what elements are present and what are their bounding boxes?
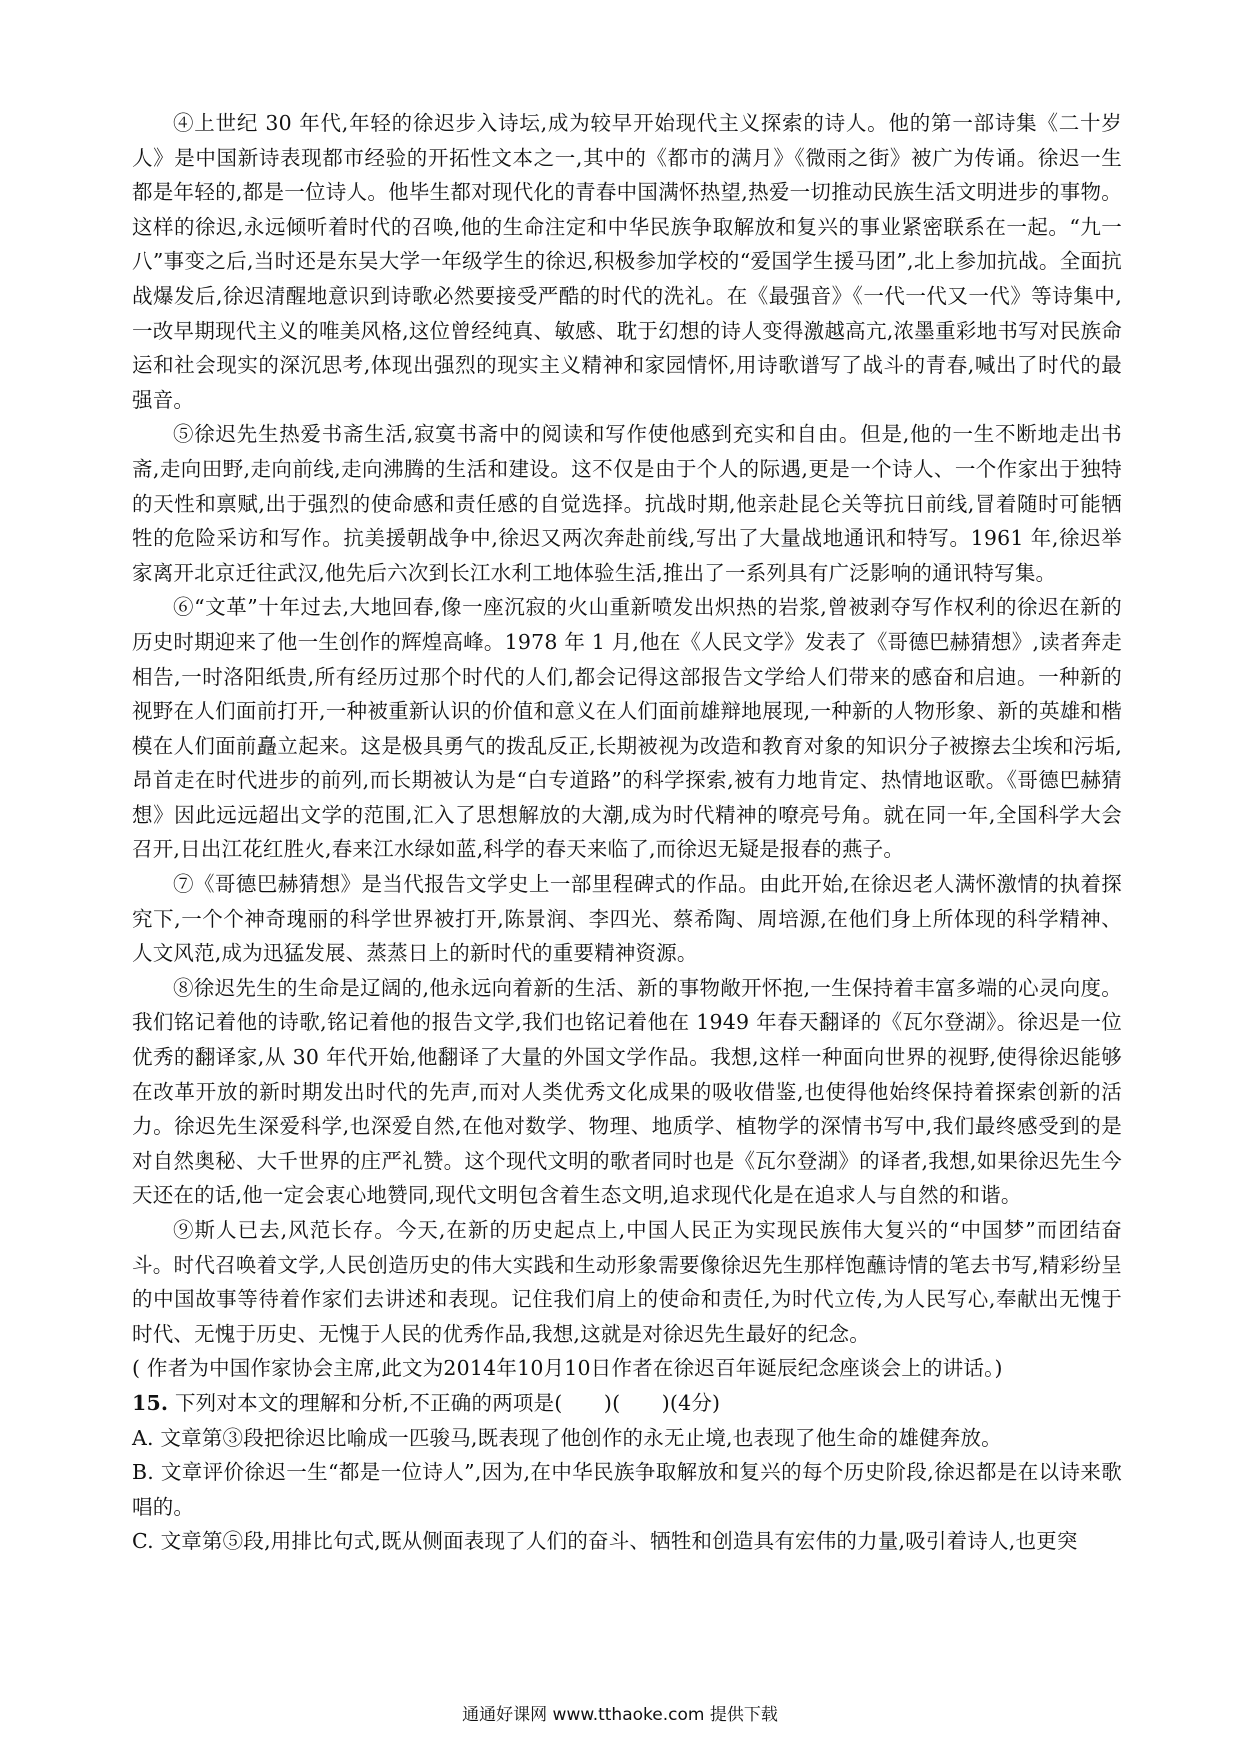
question-stem: 下列对本文的理解和分析,不正确的两项是( )( )(4分) <box>168 1390 721 1415</box>
author-note: ( 作者为中国作家协会主席,此文为2014年10月10日作者在徐迟百年诞辰纪念座谈会上的讲话。) <box>132 1356 1003 1381</box>
document-body <box>132 106 1122 1559</box>
paragraph-9: ⑨斯人已去,风范长存。今天,在新的历史起点上,中国人民正为实现民族伟大复兴的“中国梦”而团结奋斗。时代召唤着文学,人民创造历史的伟大实践和生动形象需要像徐迟先生那样饱蘸诗情的笔去书写,精彩纷呈的中国故事等待着作家们去讲述和表现。记住我们肩上的使命和责任,为时代立传,为人民写心,奉献出无愧于时代、无愧于历史、无愧于人民的优秀作品,我想,这就是对徐迟先生最好的纪念。 <box>132 1218 1122 1346</box>
paragraph-8: ⑧徐迟先生的生命是辽阔的,他永远向着新的生活、新的事物敞开怀抱,一生保持着丰富多端的心灵向度。我们铭记着他的诗歌,铭记着他的报告文学,我们也铭记着他在 1949 年春天翻译的《瓦尔登湖》。徐迟是一位优秀的翻译家,从 30 年代开始,他翻译了大量的外国文学作品。我想,这样一种面向世界的视野,使得徐迟能够在改革开放的新时期发出时代的先声,而对人类优秀文化成果的吸收借鉴,也使得他始终保持着探索创新的活力。徐迟先生深爱科学,也深爱自然,在他对数学、物理、地质学、植物学的深情书写中,我们最终感受到的是对自然奥秘、大千世界的庄严礼赞。这个现代文明的歌者同时也是《瓦尔登湖》的译者,我想,如果徐迟先生今天还在的话,他一定会衷心地赞同,现代文明包含着生态文明,追求现代化是在追求人与自然的和谐。 <box>132 975 1122 1208</box>
question-number: 15. <box>132 1390 169 1415</box>
page-footer: 通通好课网 www.tthaoke.com 提供下载 <box>462 1705 778 1725</box>
option-c: C. 文章第⑤段,用排比句式,既从侧面表现了人们的奋斗、牺牲和创造具有宏伟的力量,吸引着诗人,也更突 <box>132 1529 1078 1554</box>
paragraph-5: ⑤徐迟先生热爱书斋生活,寂寞书斋中的阅读和写作使他感到充实和自由。但是,他的一生不断地走出书斋,走向田野,走向前线,走向沸腾的生活和建设。这不仅是由于个人的际遇,更是一个诗人、一个作家出于独特的天性和禀赋,出于强烈的使命感和责任感的自觉选择。抗战时期,他亲赴昆仑关等抗日前线,冒着随时可能牺牲的危险采访和写作。抗美援朝战争中,徐迟又两次奔赴前线,写出了大量战地通讯和特写。1961 年,徐迟举家离开北京迁往武汉,他先后六次到长江水利工地体验生活,推出了一系列具有广泛影响的通讯特写集。 <box>132 422 1122 585</box>
option-a: A. 文章第③段把徐迟比喻成一匹骏马,既表现了他创作的永无止境,也表现了他生命的雄健奔放。 <box>132 1425 1002 1450</box>
paragraph-6: ⑥“文革”十年过去,大地回春,像一座沉寂的火山重新喷发出炽热的岩浆,曾被剥夺写作权利的徐迟在新的历史时期迎来了他一生创作的辉煌高峰。1978 年 1 月,他在《人民文学》发表了《哥德巴赫猜想》,读者奔走相告,一时洛阳纸贵,所有经历过那个时代的人们,都会记得这部报告文学给人们带来的感奋和启迪。一种新的视野在人们面前打开,一种被重新认识的价值和意义在人们面前雄辩地展现,一种新的人物形象、新的英雄和楷模在人们面前矗立起来。这是极具勇气的拨乱反正,长期被视为改造和教育对象的知识分子被擦去尘埃和污垢,昂首走在时代进步的前列,而长期被认为是“白专道路”的科学探索,被有力地肯定、热情地讴歌。《哥德巴赫猜想》因此远远超出文学的范围,汇入了思想解放的大潮,成为时代精神的嘹亮号角。就在同一年,全国科学大会召开,日出江花红胜火,春来江水绿如蓝,科学的春天来临了,而徐迟无疑是报春的燕子。 <box>132 595 1122 862</box>
paragraph-7: ⑦《哥德巴赫猜想》是当代报告文学史上一部里程碑式的作品。由此开始,在徐迟老人满怀激情的执着探究下,一个个神奇瑰丽的科学世界被打开,陈景润、李四光、蔡希陶、周培源,在他们身上所体现的科学精神、人文风范,成为迅猛发展、蒸蒸日上的新时代的重要精神资源。 <box>132 872 1122 966</box>
question-15 <box>132 1386 1122 1421</box>
paragraph-4: ④上世纪 30 年代,年轻的徐迟步入诗坛,成为较早开始现代主义探索的诗人。他的第一部诗集《二十岁人》是中国新诗表现都市经验的开拓性文本之一,其中的《都市的满月》《微雨之街》被广为传诵。徐迟一生都是年轻的,都是一位诗人。他毕生都对现代化的青春中国满怀热望,热爱一切推动民族生活文明进步的事物。这样的徐迟,永远倾听着时代的召唤,他的生命注定和中华民族争取解放和复兴的事业紧密联系在一起。“九一八”事变之后,当时还是东吴大学一年级学生的徐迟,积极参加学校的“爱国学生援马团”,北上参加抗战。全面抗战爆发后,徐迟清醒地意识到诗歌必然要接受严酷的时代的洗礼。在《最强音》《一代一代又一代》等诗集中,一改早期现代主义的唯美风格,这位曾经纯真、敏感、耽于幻想的诗人变得激越高亢,浓墨重彩地书写对民族命运和社会现实的深沉思考,体现出强烈的现实主义精神和家园情怀,用诗歌谱写了战斗的青春,喊出了时代的最强音。 <box>132 111 1122 412</box>
option-b: B. 文章评价徐迟一生“都是一位诗人”,因为,在中华民族争取解放和复兴的每个历史阶段,徐迟都是在以诗来歌唱的。 <box>132 1460 1122 1519</box>
